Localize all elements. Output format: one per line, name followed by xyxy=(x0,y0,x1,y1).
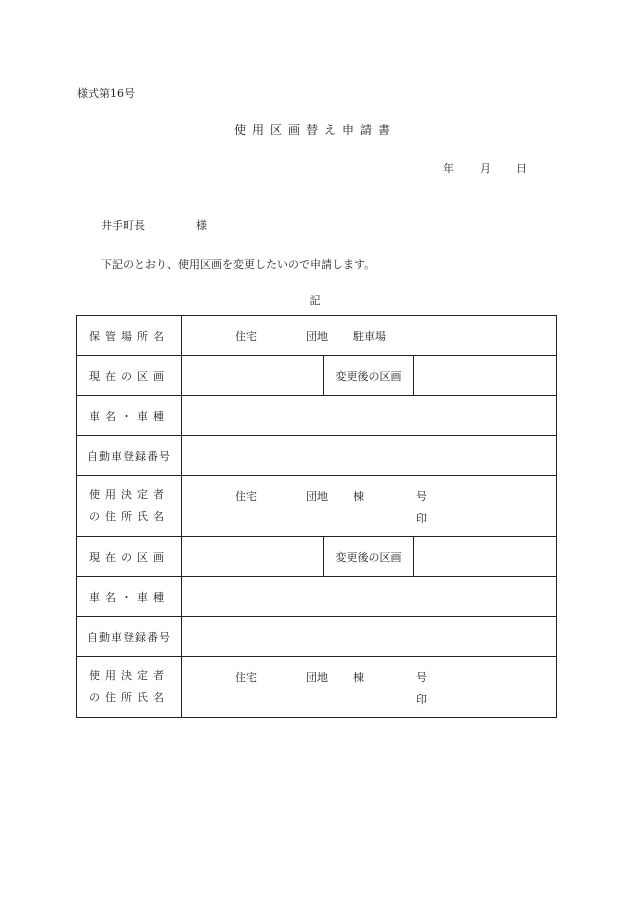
current-section-row-1 xyxy=(77,356,557,396)
addr-room: 号 xyxy=(416,490,427,503)
decider-field[interactable] xyxy=(182,657,557,718)
decider-label-line-1: 使用決定者 xyxy=(89,488,169,501)
storage-label: 保管場所名 xyxy=(77,316,182,356)
decider-label-line-1: 使用決定者 xyxy=(89,669,169,682)
addr-room: 号 xyxy=(416,671,427,684)
car-model-field[interactable] xyxy=(182,577,557,617)
addr-housing: 住宅 xyxy=(235,671,257,684)
date-month-label: 月 xyxy=(480,162,491,175)
registration-label: 自動車登録番号 xyxy=(77,617,182,657)
seal-mark: 印 xyxy=(416,512,427,525)
form-number: 様式第16号 xyxy=(77,87,135,100)
addr-danchi: 団地 xyxy=(306,671,328,684)
decider-label-line-2: の住所氏名 xyxy=(89,510,169,523)
addressee: 井手町長 xyxy=(101,219,145,232)
car-model-field[interactable] xyxy=(182,396,557,436)
storage-option-housing: 住宅 xyxy=(235,330,257,343)
addr-building: 棟 xyxy=(353,671,364,684)
decider-label xyxy=(77,657,182,718)
registration-field[interactable] xyxy=(182,617,557,657)
decider-row-2 xyxy=(77,657,557,718)
addr-building: 棟 xyxy=(353,490,364,503)
registration-row-1 xyxy=(77,436,557,476)
current-section-field[interactable] xyxy=(182,537,324,577)
seal-mark: 印 xyxy=(416,693,427,706)
decider-label xyxy=(77,476,182,537)
car-model-label: 車名・車種 xyxy=(77,577,182,617)
storage-option-parking: 駐車場 xyxy=(353,330,386,343)
ki-heading: 記 xyxy=(309,294,321,307)
current-section-label: 現在の区画 xyxy=(77,537,182,577)
date-year-label: 年 xyxy=(443,162,454,175)
honorific: 様 xyxy=(196,219,207,232)
current-section-label: 現在の区画 xyxy=(77,356,182,396)
decider-field[interactable] xyxy=(182,476,557,537)
intro-text: 下記のとおり、使用区画を変更したいので申請します。 xyxy=(101,258,376,271)
decider-row-1 xyxy=(77,476,557,537)
current-section-row-2 xyxy=(77,537,557,577)
decider-label-line-2: の住所氏名 xyxy=(89,691,169,704)
registration-row-2 xyxy=(77,617,557,657)
application-table xyxy=(76,315,557,718)
car-model-row-2 xyxy=(77,577,557,617)
storage-option-danchi: 団地 xyxy=(306,330,328,343)
car-model-label: 車名・車種 xyxy=(77,396,182,436)
car-model-row-1 xyxy=(77,396,557,436)
new-section-label: 変更後の区画 xyxy=(324,537,414,577)
storage-field[interactable] xyxy=(182,316,557,356)
page-title: 使用区画替え申請書 xyxy=(233,123,396,137)
registration-field[interactable] xyxy=(182,436,557,476)
addr-danchi: 団地 xyxy=(306,490,328,503)
new-section-field[interactable] xyxy=(414,537,557,577)
registration-label: 自動車登録番号 xyxy=(77,436,182,476)
storage-row xyxy=(77,316,557,356)
current-section-field[interactable] xyxy=(182,356,324,396)
new-section-field[interactable] xyxy=(414,356,557,396)
date-day-label: 日 xyxy=(516,162,527,175)
new-section-label: 変更後の区画 xyxy=(324,356,414,396)
addr-housing: 住宅 xyxy=(235,490,257,503)
